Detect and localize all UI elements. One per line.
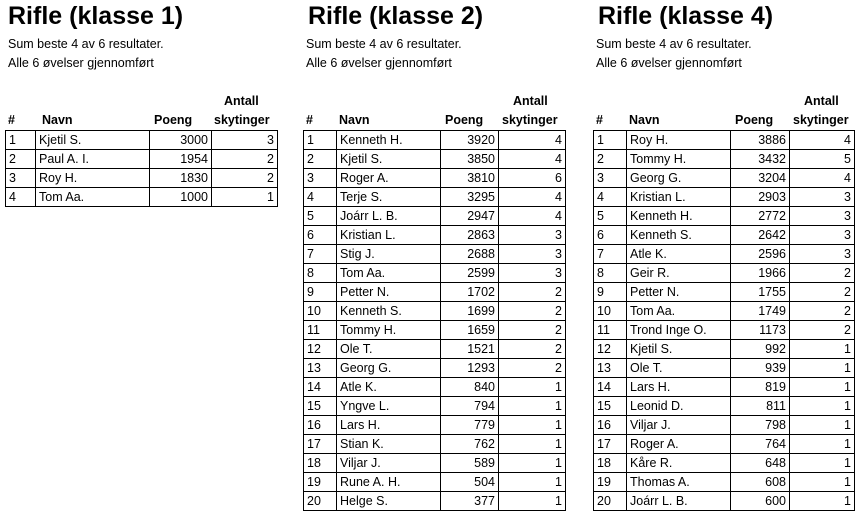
col-header-name: Navn — [629, 113, 660, 127]
name-cell: Kjetil S. — [627, 340, 731, 359]
points-cell: 1702 — [441, 283, 499, 302]
count-cell: 3 — [790, 226, 855, 245]
table-row — [594, 473, 855, 492]
count-cell: 1 — [790, 378, 855, 397]
points-cell: 3810 — [441, 169, 499, 188]
name-cell: Georg G. — [337, 359, 441, 378]
count-cell: 3 — [790, 245, 855, 264]
points-cell: 779 — [441, 416, 499, 435]
name-cell: Yngve L. — [337, 397, 441, 416]
table-row — [304, 302, 566, 321]
points-cell: 2903 — [731, 188, 790, 207]
points-cell: 3204 — [731, 169, 790, 188]
points-cell: 2599 — [441, 264, 499, 283]
table-row — [594, 359, 855, 378]
count-cell: 2 — [499, 359, 566, 378]
count-cell: 3 — [790, 188, 855, 207]
rank-cell: 19 — [304, 473, 337, 492]
count-cell: 1 — [790, 454, 855, 473]
points-cell: 3886 — [731, 131, 790, 150]
count-cell: 2 — [790, 302, 855, 321]
points-cell: 2863 — [441, 226, 499, 245]
points-cell: 3295 — [441, 188, 499, 207]
points-cell: 2688 — [441, 245, 499, 264]
rank-cell: 1 — [594, 131, 627, 150]
name-cell: Tommy H. — [337, 321, 441, 340]
table-row — [304, 188, 566, 207]
name-cell: Kenneth H. — [337, 131, 441, 150]
points-cell: 1659 — [441, 321, 499, 340]
table-row — [304, 150, 566, 169]
section-title: Rifle (klasse 2) — [308, 2, 484, 30]
section-note-completed: Alle 6 øvelser gjennomført — [8, 56, 154, 70]
rank-cell: 3 — [6, 169, 36, 188]
col-header-points: Poeng — [445, 113, 484, 127]
rank-cell: 6 — [594, 226, 627, 245]
rank-cell: 12 — [594, 340, 627, 359]
section-note-sum: Sum beste 4 av 6 resultater. — [306, 37, 462, 51]
count-cell: 4 — [499, 150, 566, 169]
col-header-count-line2: skytinger — [502, 113, 558, 127]
points-cell: 2596 — [731, 245, 790, 264]
count-cell: 1 — [790, 397, 855, 416]
count-cell: 2 — [499, 302, 566, 321]
name-cell: Roy H. — [627, 131, 731, 150]
points-cell: 3432 — [731, 150, 790, 169]
name-cell: Paul A. I. — [36, 150, 150, 169]
count-cell: 2 — [499, 321, 566, 340]
count-cell: 1 — [790, 492, 855, 511]
name-cell: Ole T. — [337, 340, 441, 359]
table-row — [304, 397, 566, 416]
table-row — [304, 416, 566, 435]
table-row — [304, 169, 566, 188]
rank-cell: 4 — [594, 188, 627, 207]
name-cell: Lars H. — [627, 378, 731, 397]
count-cell: 4 — [790, 131, 855, 150]
name-cell: Kristian L. — [337, 226, 441, 245]
rank-cell: 2 — [6, 150, 36, 169]
count-cell: 1 — [212, 188, 278, 207]
rank-cell: 2 — [594, 150, 627, 169]
count-cell: 4 — [790, 169, 855, 188]
col-header-name: Navn — [339, 113, 370, 127]
table-row — [594, 188, 855, 207]
table-row — [304, 131, 566, 150]
rank-cell: 17 — [594, 435, 627, 454]
name-cell: Viljar J. — [337, 454, 441, 473]
name-cell: Helge S. — [337, 492, 441, 511]
rank-cell: 3 — [304, 169, 337, 188]
col-header-count-line1: Antall — [224, 94, 259, 108]
rank-cell: 17 — [304, 435, 337, 454]
name-cell: Ole T. — [627, 359, 731, 378]
name-cell: Kristian L. — [627, 188, 731, 207]
count-cell: 1 — [790, 473, 855, 492]
rank-cell: 14 — [594, 378, 627, 397]
count-cell: 2 — [499, 283, 566, 302]
points-cell: 811 — [731, 397, 790, 416]
table-row — [304, 359, 566, 378]
count-cell: 2 — [212, 150, 278, 169]
name-cell: Lars H. — [337, 416, 441, 435]
name-cell: Joárr L. B. — [627, 492, 731, 511]
rank-cell: 15 — [594, 397, 627, 416]
name-cell: Kåre R. — [627, 454, 731, 473]
count-cell: 1 — [499, 397, 566, 416]
results-table — [5, 130, 278, 207]
points-cell: 762 — [441, 435, 499, 454]
rank-cell: 12 — [304, 340, 337, 359]
rank-cell: 2 — [304, 150, 337, 169]
rank-cell: 9 — [594, 283, 627, 302]
points-cell: 1173 — [731, 321, 790, 340]
count-cell: 4 — [499, 207, 566, 226]
name-cell: Tommy H. — [627, 150, 731, 169]
points-cell: 600 — [731, 492, 790, 511]
rank-cell: 7 — [304, 245, 337, 264]
count-cell: 1 — [499, 492, 566, 511]
table-row — [6, 150, 278, 169]
points-cell: 3000 — [150, 131, 212, 150]
points-cell: 2642 — [731, 226, 790, 245]
points-cell: 1749 — [731, 302, 790, 321]
rank-cell: 4 — [304, 188, 337, 207]
points-cell: 798 — [731, 416, 790, 435]
table-row — [6, 131, 278, 150]
rank-cell: 16 — [304, 416, 337, 435]
table-row — [594, 321, 855, 340]
table-row — [304, 321, 566, 340]
name-cell: Kjetil S. — [337, 150, 441, 169]
rank-cell: 11 — [594, 321, 627, 340]
rank-cell: 11 — [304, 321, 337, 340]
name-cell: Atle K. — [627, 245, 731, 264]
rank-cell: 13 — [304, 359, 337, 378]
rank-cell: 20 — [594, 492, 627, 511]
table-row — [594, 492, 855, 511]
points-cell: 1830 — [150, 169, 212, 188]
points-cell: 2772 — [731, 207, 790, 226]
table-row — [594, 283, 855, 302]
name-cell: Roger A. — [337, 169, 441, 188]
rank-cell: 9 — [304, 283, 337, 302]
rank-cell: 18 — [594, 454, 627, 473]
col-header-points: Poeng — [735, 113, 774, 127]
table-row — [594, 131, 855, 150]
points-cell: 3850 — [441, 150, 499, 169]
rank-cell: 7 — [594, 245, 627, 264]
name-cell: Kenneth S. — [337, 302, 441, 321]
points-cell: 819 — [731, 378, 790, 397]
rank-cell: 13 — [594, 359, 627, 378]
points-cell: 1293 — [441, 359, 499, 378]
name-cell: Petter N. — [337, 283, 441, 302]
count-cell: 3 — [499, 245, 566, 264]
count-cell: 1 — [499, 473, 566, 492]
count-cell: 6 — [499, 169, 566, 188]
points-cell: 648 — [731, 454, 790, 473]
rank-cell: 18 — [304, 454, 337, 473]
table-row — [304, 283, 566, 302]
points-cell: 2947 — [441, 207, 499, 226]
count-cell: 3 — [499, 226, 566, 245]
points-cell: 764 — [731, 435, 790, 454]
points-cell: 1755 — [731, 283, 790, 302]
name-cell: Roy H. — [36, 169, 150, 188]
name-cell: Kenneth S. — [627, 226, 731, 245]
table-row — [6, 188, 278, 207]
name-cell: Tom Aa. — [627, 302, 731, 321]
name-cell: Kenneth H. — [627, 207, 731, 226]
count-cell: 2 — [790, 283, 855, 302]
count-cell: 1 — [790, 416, 855, 435]
table-row — [304, 435, 566, 454]
rank-cell: 16 — [594, 416, 627, 435]
points-cell: 992 — [731, 340, 790, 359]
table-row — [594, 169, 855, 188]
table-row — [594, 340, 855, 359]
section-note-sum: Sum beste 4 av 6 resultater. — [8, 37, 164, 51]
count-cell: 3 — [212, 131, 278, 150]
points-cell: 840 — [441, 378, 499, 397]
table-row — [594, 416, 855, 435]
name-cell: Joárr L. B. — [337, 207, 441, 226]
count-cell: 1 — [790, 340, 855, 359]
table-row — [594, 150, 855, 169]
points-cell: 1954 — [150, 150, 212, 169]
section-note-completed: Alle 6 øvelser gjennomført — [306, 56, 452, 70]
rank-cell: 19 — [594, 473, 627, 492]
rank-cell: 15 — [304, 397, 337, 416]
points-cell: 1966 — [731, 264, 790, 283]
name-cell: Viljar J. — [627, 416, 731, 435]
points-cell: 3920 — [441, 131, 499, 150]
table-row — [304, 226, 566, 245]
name-cell: Stig J. — [337, 245, 441, 264]
name-cell: Tom Aa. — [337, 264, 441, 283]
rank-cell: 10 — [594, 302, 627, 321]
name-cell: Georg G. — [627, 169, 731, 188]
table-row — [594, 397, 855, 416]
table-row — [594, 264, 855, 283]
count-cell: 2 — [212, 169, 278, 188]
col-header-count-line2: skytinger — [793, 113, 849, 127]
count-cell: 1 — [499, 435, 566, 454]
count-cell: 1 — [499, 416, 566, 435]
count-cell: 3 — [790, 207, 855, 226]
count-cell: 4 — [499, 131, 566, 150]
name-cell: Tom Aa. — [36, 188, 150, 207]
name-cell: Terje S. — [337, 188, 441, 207]
col-header-count-line1: Antall — [513, 94, 548, 108]
rank-cell: 20 — [304, 492, 337, 511]
table-row — [594, 245, 855, 264]
col-header-count-line1: Antall — [804, 94, 839, 108]
section-title: Rifle (klasse 4) — [598, 2, 774, 30]
results-table — [593, 130, 855, 511]
count-cell: 1 — [790, 359, 855, 378]
table-row — [594, 226, 855, 245]
table-row — [304, 454, 566, 473]
table-row — [304, 473, 566, 492]
name-cell: Stian K. — [337, 435, 441, 454]
rank-cell: 1 — [304, 131, 337, 150]
name-cell: Roger A. — [627, 435, 731, 454]
rank-cell: 6 — [304, 226, 337, 245]
rank-cell: 8 — [594, 264, 627, 283]
section-note-sum: Sum beste 4 av 6 resultater. — [596, 37, 752, 51]
results-table — [303, 130, 566, 511]
rank-cell: 5 — [594, 207, 627, 226]
table-row — [304, 245, 566, 264]
table-row — [594, 302, 855, 321]
count-cell: 1 — [790, 435, 855, 454]
points-cell: 939 — [731, 359, 790, 378]
count-cell: 3 — [499, 264, 566, 283]
count-cell: 2 — [790, 321, 855, 340]
count-cell: 5 — [790, 150, 855, 169]
table-row — [594, 207, 855, 226]
table-row — [304, 207, 566, 226]
count-cell: 2 — [790, 264, 855, 283]
name-cell: Thomas A. — [627, 473, 731, 492]
points-cell: 504 — [441, 473, 499, 492]
points-cell: 1699 — [441, 302, 499, 321]
points-cell: 589 — [441, 454, 499, 473]
col-header-name: Navn — [42, 113, 73, 127]
name-cell: Petter N. — [627, 283, 731, 302]
rank-cell: 3 — [594, 169, 627, 188]
rank-cell: 4 — [6, 188, 36, 207]
count-cell: 2 — [499, 340, 566, 359]
points-cell: 1000 — [150, 188, 212, 207]
points-cell: 1521 — [441, 340, 499, 359]
rank-cell: 5 — [304, 207, 337, 226]
count-cell: 1 — [499, 378, 566, 397]
name-cell: Trond Inge O. — [627, 321, 731, 340]
points-cell: 608 — [731, 473, 790, 492]
table-row — [304, 492, 566, 511]
col-header-points: Poeng — [154, 113, 193, 127]
table-row — [594, 435, 855, 454]
rank-cell: 1 — [6, 131, 36, 150]
table-row — [304, 264, 566, 283]
table-row — [304, 378, 566, 397]
section-note-completed: Alle 6 øvelser gjennomført — [596, 56, 742, 70]
rank-cell: 14 — [304, 378, 337, 397]
points-cell: 794 — [441, 397, 499, 416]
name-cell: Rune A. H. — [337, 473, 441, 492]
table-row — [304, 340, 566, 359]
col-header-count-line2: skytinger — [214, 113, 270, 127]
name-cell: Atle K. — [337, 378, 441, 397]
count-cell: 4 — [499, 188, 566, 207]
rank-cell: 8 — [304, 264, 337, 283]
table-row — [594, 378, 855, 397]
count-cell: 1 — [499, 454, 566, 473]
section-title: Rifle (klasse 1) — [8, 2, 184, 30]
name-cell: Geir R. — [627, 264, 731, 283]
points-cell: 377 — [441, 492, 499, 511]
name-cell: Kjetil S. — [36, 131, 150, 150]
col-header-nr: # — [8, 113, 15, 127]
col-header-nr: # — [306, 113, 313, 127]
table-row — [6, 169, 278, 188]
table-row — [594, 454, 855, 473]
name-cell: Leonid D. — [627, 397, 731, 416]
rank-cell: 10 — [304, 302, 337, 321]
col-header-nr: # — [596, 113, 603, 127]
